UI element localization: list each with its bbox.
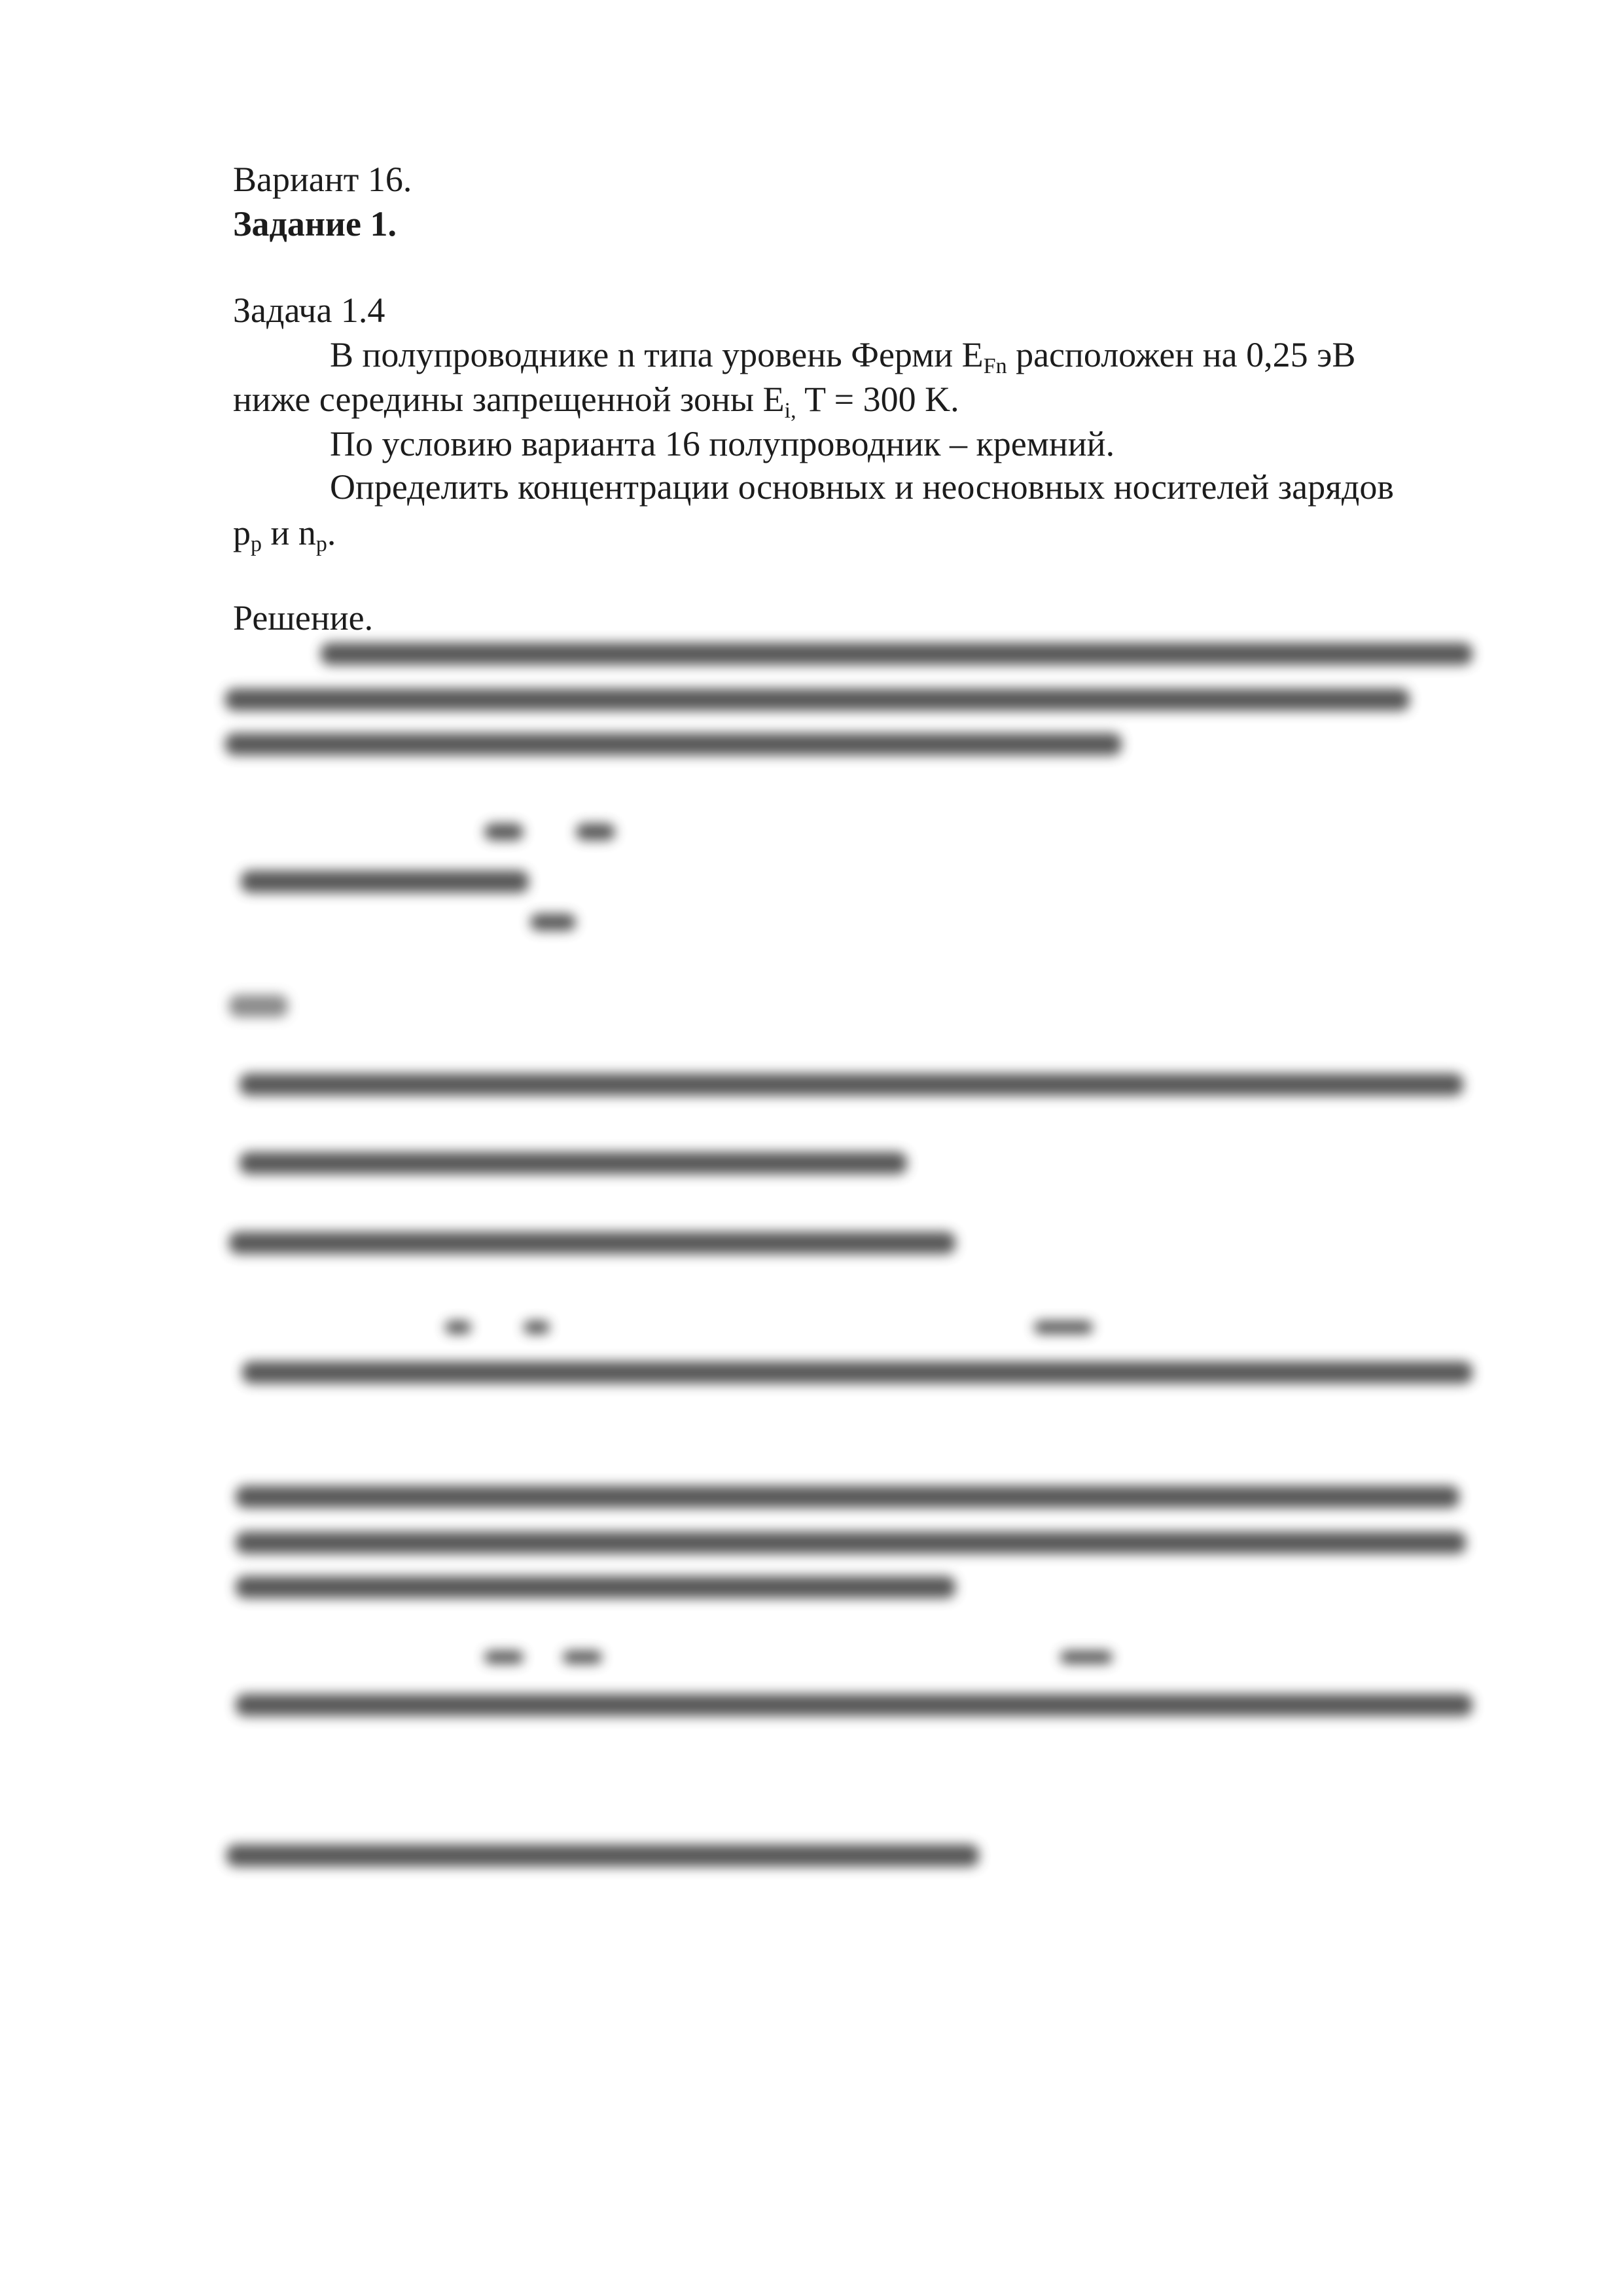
p2-subscript-i: i,	[784, 399, 796, 423]
blurred-text-line	[321, 643, 1472, 665]
p2-text-a: ниже середины запрещенной зоны E	[233, 380, 785, 419]
blurred-text-line	[229, 1232, 955, 1254]
blurred-formula	[242, 1361, 1472, 1384]
blurred-text-line	[240, 1152, 907, 1174]
problem-paragraph-4: Определить концентрации основных и неосновных носителей зарядов	[330, 467, 1394, 507]
blurred-text-line	[229, 995, 288, 1017]
p5-sub-p2: p	[315, 532, 327, 556]
p5-p: p	[233, 513, 251, 552]
blurred-answer-line	[226, 1844, 979, 1867]
blurred-formula	[236, 1694, 1472, 1716]
blurred-formula-part	[576, 823, 615, 840]
blurred-formula	[241, 870, 529, 893]
variant-line: Вариант 16.	[233, 160, 412, 199]
p5-and-n: и n	[262, 513, 316, 552]
blurred-formula-part	[484, 1651, 524, 1664]
p5-period: .	[327, 513, 336, 552]
blurred-text-line	[225, 733, 1122, 755]
blurred-formula-part	[1060, 1651, 1113, 1664]
blurred-text-line	[236, 1486, 1459, 1508]
task-heading: Задание 1.	[233, 204, 397, 243]
problem-paragraph-5	[233, 512, 336, 554]
blurred-text-line	[225, 689, 1410, 711]
blurred-formula-part	[524, 1321, 550, 1334]
blurred-formula-part	[530, 914, 576, 931]
p2-text-b: T = 300 K.	[796, 380, 959, 419]
blurred-formula-part	[484, 823, 524, 840]
p1-text-b: расположен на 0,25 эВ	[1007, 335, 1356, 374]
p1-subscript-fn: Fn	[983, 354, 1007, 378]
solution-heading: Решение.	[233, 598, 374, 637]
problem-paragraph-1	[330, 334, 1355, 376]
blurred-text-line	[236, 1576, 955, 1598]
p5-sub-p: p	[251, 532, 262, 556]
p1-text-a: В полупроводнике n типа уровень Ферми E	[330, 335, 984, 374]
blurred-text-line	[240, 1073, 1463, 1096]
problem-paragraph-2	[233, 378, 959, 423]
blurred-formula-part	[1034, 1321, 1093, 1334]
problem-number: Задача 1.4	[233, 291, 385, 330]
blurred-formula-part	[445, 1321, 471, 1334]
problem-paragraph-3: По условию варианта 16 полупроводник – кремний.	[330, 424, 1115, 463]
blurred-solution-body	[223, 628, 1531, 1885]
blurred-formula-part	[563, 1651, 602, 1664]
blurred-text-line	[236, 1532, 1466, 1554]
